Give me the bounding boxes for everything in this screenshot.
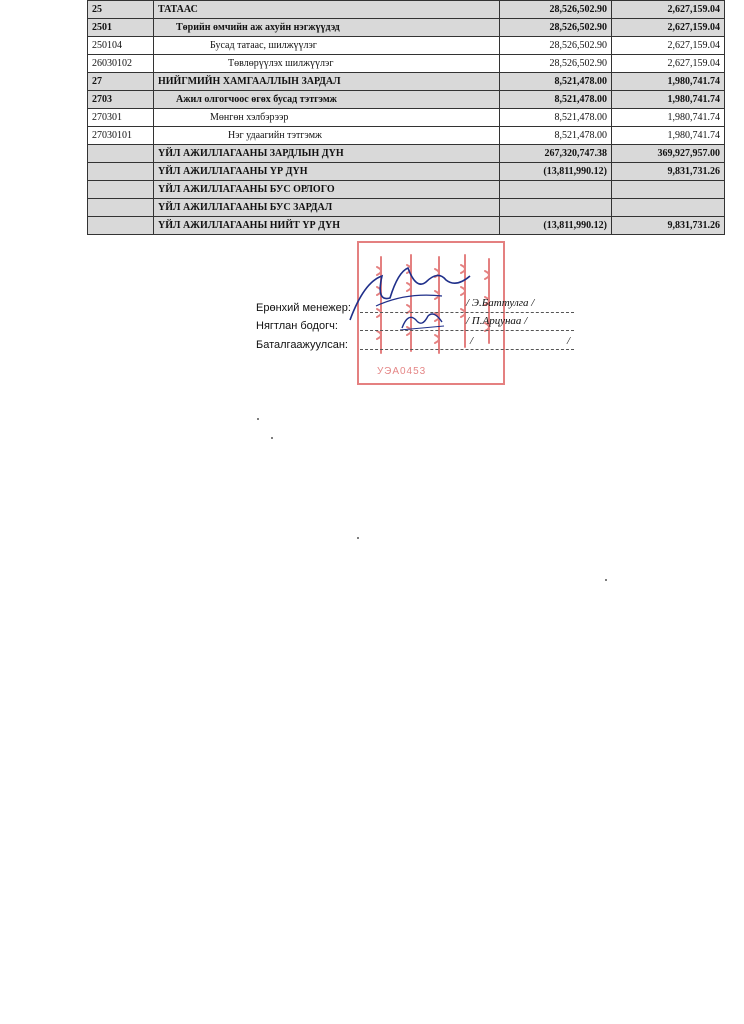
signature-row-manager [256,302,360,314]
account-code-cell: 27030101 [88,127,154,145]
account-code-cell: 25 [88,1,154,19]
signature-label: Ерөнхий менежер: [256,302,351,314]
current-period-cell: 8,521,478.00 [500,73,612,91]
table-row [88,55,725,73]
current-period-cell: (13,811,990.12) [500,217,612,235]
account-name-cell: Төрийн өмчийн аж ахуйн нэгжүүдэд [154,19,500,37]
account-code-cell [88,145,154,163]
current-period-cell: 8,521,478.00 [500,127,612,145]
financial-table [87,0,725,235]
account-name-cell: Төвлөрүүлэх шилжүүлэг [154,55,500,73]
account-code-cell: 26030102 [88,55,154,73]
table-row [88,145,725,163]
previous-period-cell: 1,980,741.74 [612,73,725,91]
signature-name: / [470,335,474,347]
account-name-cell: НИЙГМИЙН ХАМГААЛЛЫН ЗАРДАЛ [154,73,500,91]
account-name-cell: Нэг удаагийн тэтгэмж [154,127,500,145]
table-row [88,19,725,37]
previous-period-cell: 2,627,159.04 [612,1,725,19]
account-code-cell [88,163,154,181]
account-name-cell: ҮЙЛ АЖИЛЛАГААНЫ ҮР ДҮН [154,163,500,181]
signature-name: / П.Арцунаа / [466,315,528,327]
previous-period-cell: 2,627,159.04 [612,19,725,37]
previous-period-cell [612,181,725,199]
previous-period-cell: 1,980,741.74 [612,127,725,145]
table-row [88,217,725,235]
current-period-cell: 28,526,502.90 [500,19,612,37]
current-period-cell: 28,526,502.90 [500,1,612,19]
account-name-cell: ҮЙЛ АЖИЛЛАГААНЫ НИЙТ ҮР ДҮН [154,217,500,235]
signature-line [360,312,574,313]
table-row [88,109,725,127]
table-row [88,181,725,199]
table-row [88,199,725,217]
scan-speck [271,437,273,439]
account-name-cell: ҮЙЛ АЖИЛЛАГААНЫ ЗАРДЛЫН ДҮН [154,145,500,163]
account-name-cell: Мөнгөн хэлбэрээр [154,109,500,127]
account-code-cell: 2501 [88,19,154,37]
signature-label: Баталгаажуулсан: [256,339,348,351]
current-period-cell: (13,811,990.12) [500,163,612,181]
signature-line [360,349,574,350]
current-period-cell: 28,526,502.90 [500,55,612,73]
table-row [88,1,725,19]
account-name-cell: ҮЙЛ АЖИЛЛАГААНЫ БУС ОРЛОГО [154,181,500,199]
account-code-cell: 27 [88,73,154,91]
previous-period-cell: 1,980,741.74 [612,109,725,127]
previous-period-cell: 2,627,159.04 [612,37,725,55]
signature-row-accountant [256,320,360,332]
current-period-cell: 28,526,502.90 [500,37,612,55]
account-name-cell: Бусад татаас, шилжүүлэг [154,37,500,55]
table-row [88,163,725,181]
current-period-cell: 267,320,747.38 [500,145,612,163]
account-code-cell [88,217,154,235]
account-code-cell: 250104 [88,37,154,55]
previous-period-cell: 2,627,159.04 [612,55,725,73]
previous-period-cell: 369,927,957.00 [612,145,725,163]
account-code-cell: 270301 [88,109,154,127]
previous-period-cell [612,199,725,217]
signature-name: / Э.Баттулга / [466,297,535,309]
table-row [88,73,725,91]
previous-period-cell: 1,980,741.74 [612,91,725,109]
scan-speck [605,579,607,581]
table-row [88,127,725,145]
current-period-cell: 8,521,478.00 [500,109,612,127]
table-row [88,91,725,109]
previous-period-cell: 9,831,731.26 [612,217,725,235]
account-code-cell [88,199,154,217]
signature-name-end: / [567,335,571,347]
account-name-cell: ҮЙЛ АЖИЛЛАГААНЫ БУС ЗАРДАЛ [154,199,500,217]
scan-speck [257,418,259,420]
account-name-cell: Ажил олгогчоос өгөх бусад тэтгэмж [154,91,500,109]
table-row [88,37,725,55]
account-code-cell [88,181,154,199]
previous-period-cell: 9,831,731.26 [612,163,725,181]
current-period-cell [500,181,612,199]
account-code-cell: 2703 [88,91,154,109]
account-name-cell: ТАТААС [154,1,500,19]
signature-line [360,330,574,331]
stamp-number: УЭА0453 [377,366,427,377]
current-period-cell [500,199,612,217]
current-period-cell: 8,521,478.00 [500,91,612,109]
signature-row-verified [256,339,360,351]
signature-label: Нягтлан бодогч: [256,320,338,332]
scan-speck [357,537,359,539]
